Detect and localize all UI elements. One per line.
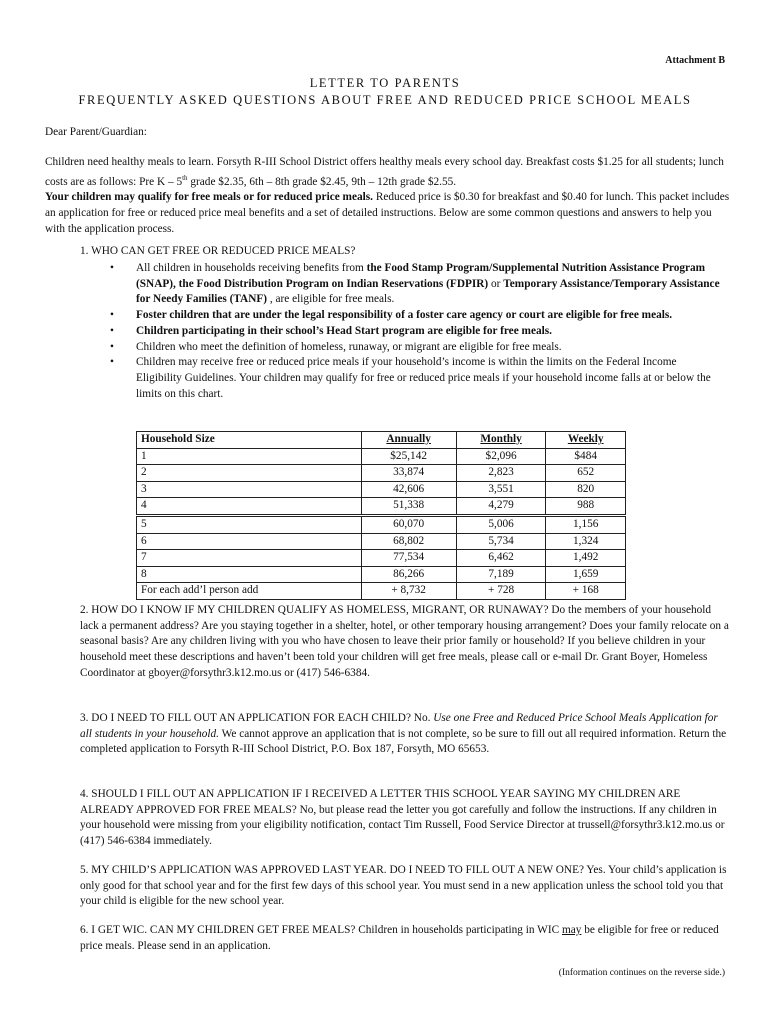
table-row bbox=[137, 533, 626, 550]
intro-sup: th bbox=[182, 173, 188, 182]
household-size-cell: 6 bbox=[137, 533, 362, 550]
b3-text: Children participating in their school’s Head Start program are eligible for free meals. bbox=[136, 324, 552, 337]
col-household-size: Household Size bbox=[137, 432, 362, 449]
col-annually: Annually bbox=[361, 432, 456, 449]
table-body bbox=[137, 448, 626, 599]
page-title: LETTER TO PARENTS bbox=[309, 76, 461, 90]
weekly-cell: 1,156 bbox=[546, 515, 626, 533]
question-4: 4. SHOULD I FILL OUT AN APPLICATION IF I RECEIVED A LETTER THIS SCHOOL YEAR SAYING MY CHILDREN ARE ALREADY APPROVED FOR FREE MEALS? No, but please read the letter you got carefully and follow the instructions. If any children in your household were missing from your eligibility notification, contact Tim Russell, Food Service Director at trussell@forsythr3.k12.mo.us or (417) 546-6384 immediately. bbox=[80, 788, 725, 848]
table-row bbox=[137, 481, 626, 498]
question-2: 2. HOW DO I KNOW IF MY CHILDREN QUALIFY AS HOMELESS, MIGRANT, OR RUNAWAY? Do the members of your household lack a permanent address? Are you staying together in a shelter, hotel, or other temporary housing arrangement? Does your family relocate on a seasonal basis? Are any children living with you who have chosen to leave their prior family or household? If you believe children in your household meet these descriptions and haven’t been told your children will get free meals, please call or e-mail Dr. Grant Boyer, Homeless Coordinator at gboyer@forsythr3.k12.mo.us or (417) 546-6384. bbox=[80, 604, 729, 679]
attachment-label: Attachment B bbox=[665, 55, 725, 66]
table-row bbox=[137, 566, 626, 583]
list-item bbox=[110, 261, 725, 308]
monthly-cell: 6,462 bbox=[456, 550, 546, 567]
weekly-cell: $484 bbox=[546, 448, 626, 465]
annually-cell: 42,606 bbox=[361, 481, 456, 498]
monthly-cell: + 728 bbox=[456, 583, 546, 600]
monthly-cell: 4,279 bbox=[456, 498, 546, 516]
annually-cell: 68,802 bbox=[361, 533, 456, 550]
intro-bold: Your children may qualify for free meals or for reduced price meals. bbox=[45, 191, 373, 204]
annually-cell: 33,874 bbox=[361, 465, 456, 482]
annually-cell: 77,534 bbox=[361, 550, 456, 567]
annually-cell: 51,338 bbox=[361, 498, 456, 516]
question-1-list bbox=[110, 261, 725, 402]
table-row bbox=[137, 550, 626, 567]
list-item bbox=[110, 355, 725, 402]
monthly-cell: 5,734 bbox=[456, 533, 546, 550]
weekly-cell: 988 bbox=[546, 498, 626, 516]
b1-mid: or bbox=[488, 277, 504, 290]
q3-start: 3. DO I NEED TO FILL OUT AN APPLICATION FOR EACH CHILD? No. bbox=[80, 712, 434, 724]
weekly-cell: 652 bbox=[546, 465, 626, 482]
table-row bbox=[137, 448, 626, 465]
b1-end: , are eligible for free meals. bbox=[267, 293, 395, 306]
col-monthly: Monthly bbox=[456, 432, 546, 449]
intro-text-b: grade $2.35, 6th – 8th grade $2.45, 9th – 12th grade $2.55. bbox=[187, 175, 457, 188]
list-item bbox=[110, 340, 725, 356]
question-6 bbox=[80, 923, 730, 954]
b5-text: Children may receive free or reduced price meals if your household’s income is within the limits on the Federal Income Eligibility Guidelines. Your children may qualify for free or reduced price meals if your household income falls at or below the limits on this chart. bbox=[136, 356, 711, 400]
household-size-cell: 2 bbox=[137, 465, 362, 482]
q6-start: 6. I GET WIC. CAN MY CHILDREN GET FREE MEALS? Children in households participating in WIC bbox=[80, 924, 562, 936]
household-size-cell: 3 bbox=[137, 481, 362, 498]
monthly-cell: 3,551 bbox=[456, 481, 546, 498]
household-size-cell: For each add’l person add bbox=[137, 583, 362, 600]
weekly-cell: 1,659 bbox=[546, 566, 626, 583]
annually-cell: $25,142 bbox=[361, 448, 456, 465]
b1-start: All children in households receiving benefits from bbox=[136, 262, 367, 274]
household-size-cell: 1 bbox=[137, 448, 362, 465]
income-eligibility-table bbox=[136, 431, 626, 600]
weekly-cell: + 168 bbox=[546, 583, 626, 600]
intro-text: Children need healthy meals to learn. Forsyth R-III School District offers healthy meals every school day. Breakfast costs $1.25 for all students; lunch costs are as follows: Pre K – 5 bbox=[45, 156, 724, 188]
question-5: 5. MY CHILD’S APPLICATION WAS APPROVED LAST YEAR. DO I NEED TO FILL OUT A NEW ONE? Yes. Your child’s application is only good for that school year and for the first few days of this school year. You must send in a new application unless the school told you that your child is eligible for the new school year. bbox=[80, 864, 727, 908]
q3-italic: Use one Free and Reduced Price School Meals Application for all students in your household. bbox=[80, 712, 718, 740]
weekly-cell: 1,492 bbox=[546, 550, 626, 567]
b1-bold2: Temporary Assistance/Temporary Assistance for Needy Families (TANF) bbox=[136, 277, 720, 306]
table-row bbox=[137, 465, 626, 482]
list-item bbox=[110, 308, 725, 324]
weekly-cell: 820 bbox=[546, 481, 626, 498]
monthly-cell: 5,006 bbox=[456, 515, 546, 533]
q6-underlined: may bbox=[561, 924, 582, 936]
greeting: Dear Parent/Guardian: bbox=[45, 126, 147, 138]
list-item bbox=[110, 324, 725, 340]
monthly-cell: $2,096 bbox=[456, 448, 546, 465]
household-size-cell: 7 bbox=[137, 550, 362, 567]
annually-cell: 86,266 bbox=[361, 566, 456, 583]
monthly-cell: 7,189 bbox=[456, 566, 546, 583]
household-size-cell: 5 bbox=[137, 515, 362, 533]
intro-rest: Reduced price is $0.30 for breakfast and $0.40 for lunch. This packet includes an application for free or reduced price meal benefits and a set of detailed instructions. Below are some common questions and answers to help you with the application process. bbox=[45, 191, 730, 235]
b4-text: Children who meet the definition of homeless, runaway, or migrant are eligible for free meals. bbox=[136, 340, 562, 353]
household-size-cell: 8 bbox=[137, 566, 362, 583]
annually-cell: 60,070 bbox=[361, 515, 456, 533]
monthly-cell: 2,823 bbox=[456, 465, 546, 482]
table-row bbox=[137, 583, 626, 600]
table-row bbox=[137, 498, 626, 516]
col-weekly: Weekly bbox=[546, 432, 626, 449]
intro-paragraph bbox=[45, 155, 731, 237]
page-subtitle: FREQUENTLY ASKED QUESTIONS ABOUT FREE AND REDUCED PRICE SCHOOL MEALS bbox=[78, 93, 692, 107]
question-3 bbox=[80, 711, 730, 758]
b1-bold: the Food Stamp Program/Supplemental Nutrition Assistance Program (SNAP), the Food Distribution Program on Indian Reservations (FDPIR) bbox=[136, 262, 706, 290]
question-1-heading: 1. WHO CAN GET FREE OR REDUCED PRICE MEALS? bbox=[80, 245, 356, 257]
q3-end: We cannot approve an application that is not complete, so be sure to fill out all required information. Return the completed application to Forsyth R-III School District, P.O. Box 187, Forsyth, MO 65653. bbox=[80, 727, 727, 756]
annually-cell: + 8,732 bbox=[361, 583, 456, 600]
table-header-row bbox=[137, 432, 626, 449]
b2-text: Foster children that are under the legal responsibility of a foster care agency or court are eligible for free meals. bbox=[136, 309, 673, 322]
household-size-cell: 4 bbox=[137, 498, 362, 516]
footer-note: (Information continues on the reverse side.) bbox=[558, 968, 725, 978]
table-row bbox=[137, 515, 626, 533]
q6-end: be eligible for free or reduced price meals. Please send in an application. bbox=[80, 924, 719, 952]
weekly-cell: 1,324 bbox=[546, 533, 626, 550]
